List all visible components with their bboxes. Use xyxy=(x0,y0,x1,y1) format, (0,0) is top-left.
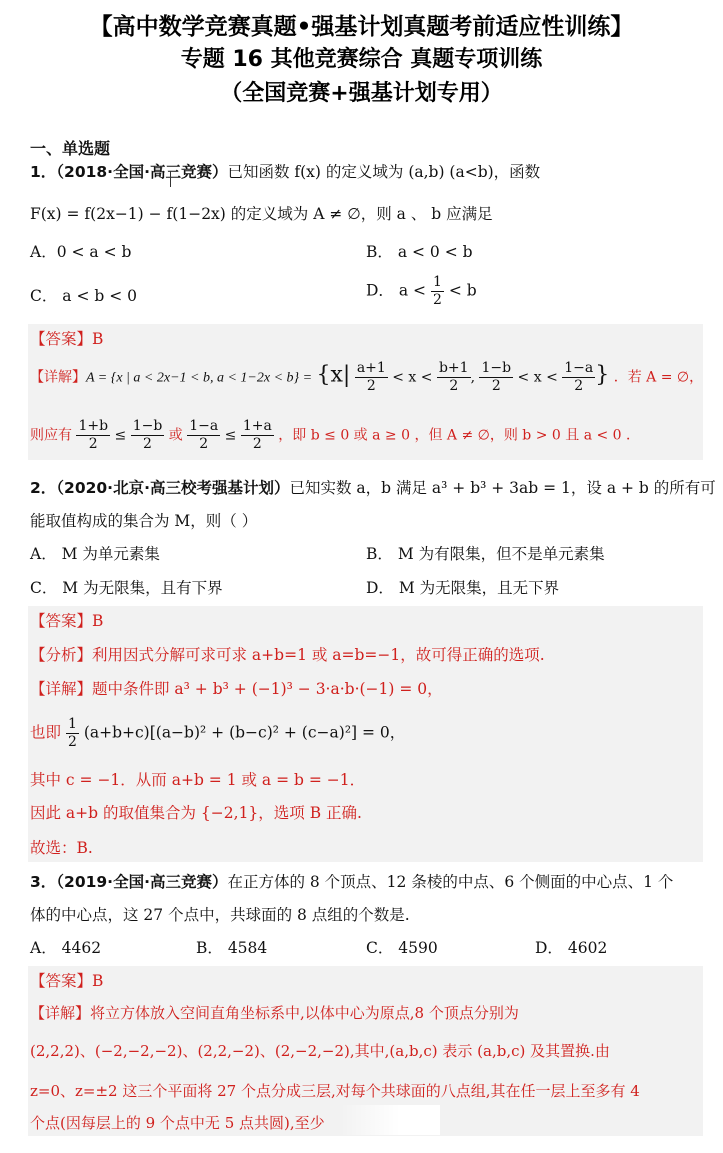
fraction-denominator: 2 xyxy=(199,436,209,452)
bottom-fade xyxy=(340,1105,440,1135)
fraction-denominator: 2 xyxy=(88,436,98,452)
q3-stem-b: 体的中心点，这 27 个点中，共球面的 8 点组的个数是. xyxy=(30,906,410,924)
q1-detail2-frac-4 xyxy=(241,418,274,453)
header-line-2: 专题 16 其他竞赛综合 真题专项训练 xyxy=(180,47,543,72)
q2-detail-3: 其中 c = −1．从而 a+b = 1 或 a = b = −1． xyxy=(30,771,366,789)
fraction-numerator: 1−a xyxy=(189,418,219,434)
q1-option-d-post: < b xyxy=(448,281,477,300)
fraction-numerator: b+1 xyxy=(438,360,469,376)
q2-detail-2 xyxy=(30,716,405,751)
fraction-denominator: 2 xyxy=(252,436,262,452)
q3-stem-a: 在正方体的 8 个顶点、12 条棱的中点、6 个侧面的中心点、1 个 xyxy=(227,873,674,891)
fraction-denominator: 2 xyxy=(432,292,442,308)
fraction-numerator: 1−a xyxy=(564,360,594,376)
fraction-denominator: 2 xyxy=(491,378,501,394)
q1-option-c: C． a < b < 0 xyxy=(30,287,137,305)
q1-detail-line-2: 则应有 $\frac{1+b}{2}$ ≤ $\frac{1-b}{2}$ 或 $\frac{1-a}{2}$ ≤ $\frac{1+a}{2}$ ，即 b ≤ 0 或 a ≥ 0 ，但 A ≠ ∅，则 b > 0 且 a < 0 ． xyxy=(30,418,641,452)
q3-detail-4: 个点(因每层上的 9 个点中无 5 点共圆),至少 xyxy=(30,1114,325,1132)
header-line-1: 【高中数学竞赛真题•强基计划真题考前适应性训练】 xyxy=(89,14,634,40)
fraction-denominator: 2 xyxy=(574,378,584,394)
q1-option-a: A．0 < a < b xyxy=(30,243,132,261)
q2-option-b: B． M 为有限集，但不是单元素集 xyxy=(366,545,605,563)
q3-option-b: B． 4584 xyxy=(196,939,268,957)
q1-option-d-fraction xyxy=(431,274,444,309)
fraction-numerator: a+1 xyxy=(356,360,386,376)
fraction-denominator: 2 xyxy=(449,378,459,394)
q2-detail-1: 【详解】题中条件即 a³ + b³ + (−1)³ − 3·a·b·(−1) = 0， xyxy=(30,680,443,698)
q1-detail-frac-2 xyxy=(437,360,471,395)
q1-detail2-frac-2 xyxy=(131,418,165,453)
q1-option-d xyxy=(366,274,477,309)
q3-source: （2019·全国·高三竞赛） xyxy=(56,873,228,891)
fraction-numerator: 1−b xyxy=(132,418,163,434)
q1-detail2-frac-1 xyxy=(76,418,110,453)
q2-option-c: C． M 为无限集，且有下界 xyxy=(30,579,223,597)
q1-detail-frac-4 xyxy=(562,360,595,395)
q3-detail-1: 【详解】将立方体放入空间直角坐标系中,以体中心为原点,8 个顶点分别为 xyxy=(30,1004,519,1022)
q2-detail-4: 因此 a+b 的取值集合为 {−2,1}，选项 B 正确. xyxy=(30,804,362,822)
q1-stem-a: 已知函数 f(x) 的定义域为 (a,b) (a<b)，函数 xyxy=(227,163,541,181)
fraction-denominator: 2 xyxy=(366,378,376,394)
header-line-3: （全国竞赛+强基计划专用） xyxy=(220,81,503,106)
q1-option-b: B． a < 0 < b xyxy=(366,243,473,261)
q2-analysis: 【分析】利用因式分解可求可求 a+b=1 或 a=b=−1，故可得正确的选项. xyxy=(30,646,545,664)
q1-stem-line-1 xyxy=(30,160,540,182)
q1-option-d-pre: D． a < xyxy=(366,281,427,300)
q3-detail-2: (2,2,2)、(−2,−2,−2)、(2,2,−2)、(2,−2,−2),其中,(a,b,c) 表示 (a,b,c) 及其置换.由 xyxy=(30,1042,610,1060)
q2-stem-a: 已知实数 a，b 满足 a³ + b³ + 3ab = 1，设 a + b 的所有可 xyxy=(289,479,716,497)
q1-number: 1． xyxy=(30,163,57,181)
q1-source: （2018·全国·高三竞赛） xyxy=(56,163,228,181)
q2-detail-2-pre: 也即 xyxy=(30,723,62,742)
q3-answer: 【答案】B xyxy=(30,972,104,990)
q1-detail-frac-3 xyxy=(479,360,513,395)
detail-tag: 【详解】 xyxy=(30,369,86,386)
q1-detail-line-1: 【详解】A = {x | a < 2x−1 < b, a < 1−2x < b} = {x| $\frac{a+1}{2}$ < x < $\frac{b+1}{2}$ , $\frac{1-b}{2}$ < x < $\frac{1-a}{2}$ } ．若 A = ∅， xyxy=(30,360,704,394)
q1-stem-b: F(x) = f(2x−1) − f(1−2x) 的定义域为 A ≠ ∅，则 a 、 b 应满足 xyxy=(30,205,493,223)
fraction-numerator: 1 xyxy=(432,274,442,290)
q2-stem-line-1 xyxy=(30,476,716,498)
fraction-denominator: 2 xyxy=(143,436,152,452)
q1-detail-frac-1 xyxy=(355,360,388,395)
q2-stem-b: 能取值构成的集合为 M，则（ ） xyxy=(30,512,258,530)
text-cursor-icon xyxy=(170,171,179,187)
q2-answer: 【答案】B xyxy=(30,612,104,630)
fraction-numerator: 1 xyxy=(67,716,77,732)
q1-detail-line-2-or: 或 xyxy=(168,427,183,444)
q2-detail-5: 故选：B. xyxy=(30,839,93,857)
q3-option-d: D． 4602 xyxy=(535,939,608,957)
q1-detail-line-2-pre: 则应有 xyxy=(30,427,72,444)
q1-detail-line-2-end: ，即 b ≤ 0 或 a ≥ 0 ，但 A ≠ ∅，则 b > 0 且 a < 0 ． xyxy=(278,427,641,444)
q3-detail-3: z=0、z=±2 这三个平面将 27 个点分成三层,对每个共球面的八点组,其在任一层上至多有 4 xyxy=(30,1082,640,1100)
fraction-numerator: 1+a xyxy=(242,418,272,434)
q2-option-d: D． M 为无限集，且无下界 xyxy=(366,579,560,597)
q3-option-a: A． 4462 xyxy=(30,939,102,957)
q1-answer: 【答案】B xyxy=(30,330,104,348)
q3-option-c: C． 4590 xyxy=(366,939,438,957)
fraction-numerator: 1+b xyxy=(78,418,109,434)
q2-number: 2． xyxy=(30,479,57,497)
q2-source: （2020·北京·高三校考强基计划） xyxy=(56,479,290,497)
fraction-denominator: 2 xyxy=(67,734,77,750)
fraction-numerator: 1−b xyxy=(481,360,512,376)
q2-option-a: A． M 为单元素集 xyxy=(30,545,160,563)
q3-stem-line-1 xyxy=(30,870,673,892)
section-heading: 一、单选题 xyxy=(30,139,111,158)
q2-detail-2-fraction xyxy=(66,716,79,751)
q3-number: 3． xyxy=(30,873,57,891)
q1-detail-line-1-end: ．若 A = ∅， xyxy=(613,369,704,386)
q2-detail-2-post: (a+b+c)[(a−b)² + (b−c)² + (c−a)²] = 0， xyxy=(83,723,406,742)
q1-set-definition: A = {x | a < 2x−1 < b, a < 1−2x < b} = xyxy=(86,370,313,386)
q1-detail2-frac-3 xyxy=(187,418,220,453)
